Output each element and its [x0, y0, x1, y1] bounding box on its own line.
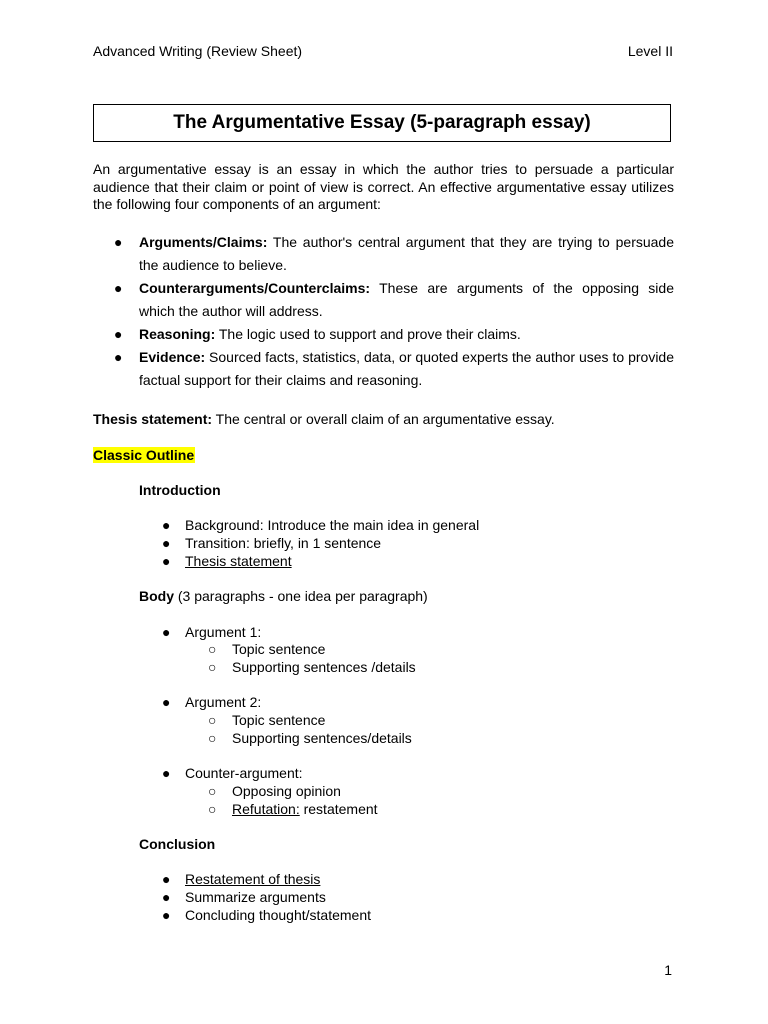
sub-list-item [208, 641, 325, 657]
refutation-label: Refutation: [232, 801, 300, 817]
header-course-title: Advanced Writing (Review Sheet) [93, 43, 303, 59]
body-heading-label: Body [139, 588, 174, 604]
sub-list-item [208, 659, 416, 675]
bullet-icon: ● [114, 326, 123, 342]
sub-list-item [208, 712, 325, 728]
item-text: Supporting sentences /details [232, 659, 416, 675]
item-text: Topic sentence [232, 641, 326, 657]
bullet-icon: ● [162, 694, 171, 710]
thesis-term: Thesis statement: [93, 411, 213, 427]
intro-paragraph: An argumentative essay is an essay in which the author tries to persuade a particular audience that their claim or point of view is correct. An effective argumentative essay utilizes the following four components of an argument: [93, 161, 674, 212]
document-title: The Argumentative Essay (5-paragraph essay) [93, 104, 671, 142]
item-text: Argument 2: [185, 694, 262, 710]
item-text: Opposing opinion [232, 783, 341, 799]
bullet-icon: ● [162, 553, 171, 569]
bullet-icon: ● [162, 889, 171, 905]
item-text: Transition: briefly, in 1 sentence [185, 535, 382, 551]
list-item [93, 277, 674, 323]
item-text: Topic sentence [232, 712, 326, 728]
component-term: Evidence: [139, 349, 206, 365]
circle-bullet-icon: ○ [208, 712, 217, 728]
bullet-icon: ● [162, 517, 171, 533]
thesis-definition [93, 411, 555, 427]
component-term: Counterarguments/Counterclaims: [139, 280, 371, 296]
sub-list-item [208, 730, 412, 746]
list-item [162, 535, 381, 551]
item-text: Counter-argument: [185, 765, 303, 781]
component-term: Arguments/Claims: [139, 234, 268, 250]
item-text: Summarize arguments [185, 889, 326, 905]
components-list [93, 231, 674, 392]
page-number: 1 [664, 962, 672, 978]
list-item [93, 231, 674, 277]
bullet-icon: ● [162, 624, 171, 640]
bullet-icon: ● [162, 765, 171, 781]
list-item [162, 907, 371, 923]
refutation-text: restatement [299, 801, 378, 817]
bullet-icon: ● [114, 349, 123, 365]
list-item [93, 323, 674, 346]
item-text: Supporting sentences/details [232, 730, 412, 746]
item-text: Background: Introduce the main idea in general [185, 517, 480, 533]
list-item [162, 889, 326, 905]
component-text: The author's central argument that they are trying to persuade the audience to believe. [139, 234, 674, 273]
bullet-icon: ● [162, 907, 171, 923]
list-item [162, 871, 320, 887]
sub-list-item [208, 783, 341, 799]
component-text: These are arguments of the opposing side which the author will address. [139, 280, 674, 319]
item-text: Argument 1: [185, 624, 262, 640]
bullet-icon: ● [114, 280, 123, 296]
circle-bullet-icon: ○ [208, 783, 217, 799]
conclusion-heading: Conclusion [139, 836, 216, 852]
component-text: Sourced facts, statistics, data, or quoted experts the author uses to provide factual support for their claims and reasoning. [139, 349, 674, 388]
circle-bullet-icon: ○ [208, 730, 217, 746]
item-text: Thesis statement [185, 553, 292, 569]
component-term: Reasoning: [139, 326, 216, 342]
body-heading [139, 588, 428, 604]
body-heading-note: (3 paragraphs - one idea per paragraph) [174, 588, 428, 604]
circle-bullet-icon: ○ [208, 641, 217, 657]
bullet-icon: ● [162, 871, 171, 887]
sub-list-item [208, 801, 378, 817]
list-item [162, 553, 292, 569]
component-text: The logic used to support and prove their claims. [215, 326, 521, 342]
list-item [162, 624, 261, 640]
introduction-heading: Introduction [139, 482, 221, 498]
circle-bullet-icon: ○ [208, 659, 217, 675]
bullet-icon: ● [162, 535, 171, 551]
list-item [93, 346, 674, 392]
header-level: Level II [627, 43, 673, 59]
outline-heading: Classic Outline [93, 447, 195, 463]
bullet-icon: ● [114, 234, 123, 250]
item-text: Restatement of thesis [185, 871, 321, 887]
item-text: Concluding thought/statement [185, 907, 372, 923]
list-item [162, 694, 261, 710]
list-item [162, 765, 303, 781]
list-item [162, 517, 479, 533]
circle-bullet-icon: ○ [208, 801, 217, 817]
thesis-text: The central or overall claim of an argumentative essay. [212, 411, 555, 427]
